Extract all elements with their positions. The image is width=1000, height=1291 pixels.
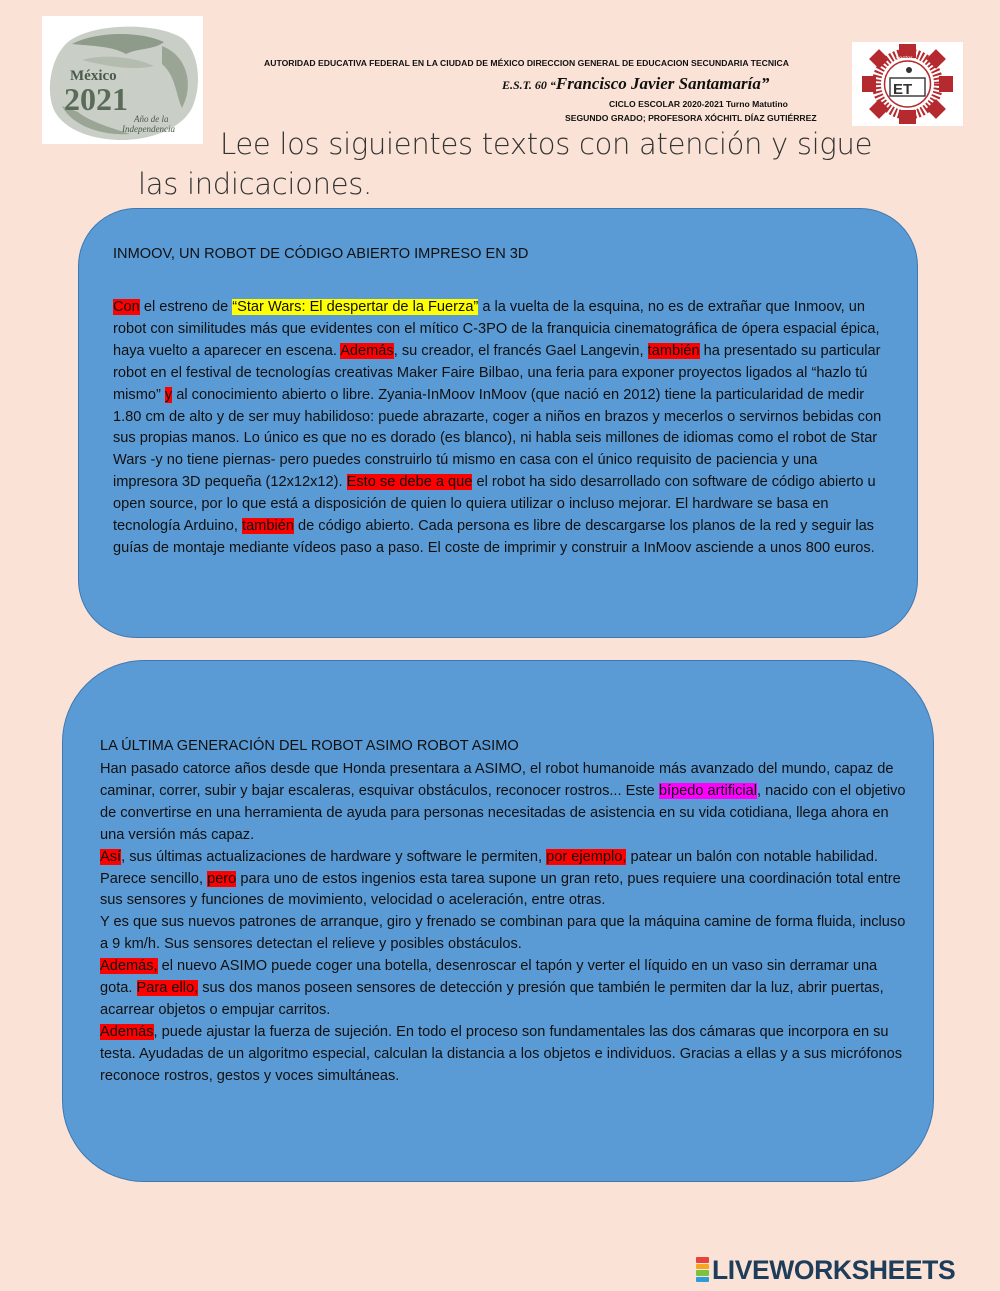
school-gear-logo xyxy=(852,42,963,126)
liveworksheets-logo-icon xyxy=(696,1257,709,1283)
text1-body xyxy=(113,297,885,560)
logo-year-text: 2021 xyxy=(64,81,128,117)
text2-segment-highlight: Además, xyxy=(100,958,158,975)
logo-subtext-2: Independencia xyxy=(122,124,175,134)
header-school-name xyxy=(502,74,769,94)
instructions-line-2: las indicaciones. xyxy=(138,167,372,201)
header-school-prefix: E.S.T. 60 “ xyxy=(502,78,556,92)
text1-title: INMOOV, UN ROBOT DE CÓDIGO ABIERTO IMPRESO EN 3D xyxy=(113,246,529,262)
logo-stripe-v xyxy=(696,1270,709,1276)
text2-segment-highlight: Así xyxy=(100,848,122,865)
text1-segment-highlight: Con xyxy=(113,299,140,315)
text1-segment-highlight: también xyxy=(647,342,700,359)
header-grade-teacher: SEGUNDO GRADO; PROFESORA XÓCHITL DÍAZ GUTIÉRREZ xyxy=(565,113,817,123)
svg-text:ET: ET xyxy=(893,81,913,98)
text2-segment-text: Han pasado catorce años desde que Honda presentara a ASIMO, el robot humanoide más avanzado del mundo, capaz de caminar, correr, subir y bajar escaleras, esquivar obstáculos, reconocer rostros... Este xyxy=(100,761,894,799)
text1-segment-highlight: Esto se debe a que xyxy=(346,474,473,491)
text1-segment-text: de código abierto. Cada persona es libre de descargarse los planos de la red y seguir las guías de montaje mediante vídeos paso a paso. El coste de imprimir y construir a InMoov asciende a unos 800 euros. xyxy=(113,518,875,556)
header-school-title: Francisco Javier Santamaría” xyxy=(555,74,770,93)
instructions-line-1: Lee los siguientes textos con atención y sigue xyxy=(220,127,873,161)
text2-segment-highlight: Para ello, xyxy=(136,980,199,997)
logo-stripe-e xyxy=(696,1277,709,1283)
header-authority: AUTORIDAD EDUCATIVA FEDERAL EN LA CIUDAD DE MÉXICO DIRECCION GENERAL DE EDUCACION SECUNDARIA TECNICA xyxy=(264,58,789,68)
text2-segment-text: , puede ajustar la fuerza de sujeción. En todo el proceso son fundamentales las dos cámaras que incorpora en su testa. Ayudadas de un algoritmo especial, calculan la distancia a los objetos e individuos. Gracias a ellas y a sus micrófonos reconoce rostros, gestos y voces simultáneas. xyxy=(100,1023,903,1084)
text2-paragraph xyxy=(100,956,906,1022)
mexico-2021-logo xyxy=(42,16,203,144)
text1-segment-highlight: Además xyxy=(340,342,394,359)
text2-segment-text: , sus últimas actualizaciones de hardware y software le permiten, xyxy=(121,848,547,865)
text1-segment-highlight: también xyxy=(242,518,294,535)
text2-paragraph xyxy=(100,759,906,847)
text1-segment-highlight: y xyxy=(164,386,173,403)
text2-segment-highlight: pero xyxy=(207,870,237,887)
text1-segment-text: el estreno de xyxy=(139,299,233,315)
text-box-asimo xyxy=(62,660,934,1182)
text2-segment-text: para uno de estos ingenios esta tarea supone un gran reto, pues requiere una coordinación total entre sus sensores y funciones de movimiento, velocidad o aceleración, entre otras. xyxy=(100,870,901,909)
logo-mexico-text: México xyxy=(70,68,117,84)
text2-segment-text: sus dos manos poseen sensores de detección y presión que también le permiten dar la luz, abrir puertas, acarrear objetos o empujar carritos. xyxy=(100,980,884,1018)
text2-segment-text: Y es que sus nuevos patrones de arranque, giro y frenado se combinan para que la máquina camine de forma fluida, incluso a 9 km/h. Sus sensores detectan el relieve y posibles obstáculos. xyxy=(100,914,906,953)
text1-segment-text: , su creador, el francés Gael Langevin, xyxy=(393,342,648,359)
text2-paragraph xyxy=(100,847,906,913)
text1-segment-text: a la vuelta de la esquina, no es de extrañar que Inmoov, un robot con similitudes más que evidentes con el mítico C-3PO de la franquicia cinematográfica de ópera espacial épica, haya vuelto a aparecer en escena. xyxy=(113,299,880,359)
text1-segment-text: el robot ha sido desarrollado con software de código abierto u open source, por lo que está a disposición de quien lo quiera utilizar o incluso mejorar. El hardware se basa en tecnología Arduino, xyxy=(113,474,876,535)
text2-paragraph xyxy=(100,912,906,956)
text2-paragraph xyxy=(100,1022,906,1088)
text2-segment-highlight: Además xyxy=(100,1023,154,1040)
text1-segment-text: ha presentado su particular robot en el festival de tecnologías creativas Maker Faire Bilbao, una feria para exponer proyectos ligados al “hazlo tú mismo” xyxy=(113,342,881,403)
logo-subtext-1: Año de la xyxy=(134,114,169,124)
liveworksheets-wordmark: LIVEWORKSHEETS xyxy=(712,1254,956,1285)
text1-segment-highlight: “Star Wars: El despertar de la Fuerza” xyxy=(232,299,479,315)
gear-emblem-icon xyxy=(852,42,963,126)
logo-stripe-i xyxy=(696,1264,709,1270)
text2-segment-highlight: bípedo artificial xyxy=(658,782,758,799)
text2-segment-text: el nuevo ASIMO puede coger una botella, desenroscar el tapón y verter el líquido en un vaso sin derramar una gota. xyxy=(100,958,878,997)
text-box-inmoov xyxy=(78,208,918,638)
header-school-cycle: CICLO ESCOLAR 2020-2021 Turno Matutino xyxy=(609,99,788,109)
text2-body xyxy=(100,759,906,1088)
liveworksheets-brand[interactable] xyxy=(696,1254,955,1286)
text2-segment-text: patear un balón con notable habilidad. Parece sencillo, xyxy=(100,848,878,887)
logo-stripe-l xyxy=(696,1257,709,1263)
logo-sector-text: sector xyxy=(896,56,913,62)
text2-title: LA ÚLTIMA GENERACIÓN DEL ROBOT ASIMO ROBOT ASIMO xyxy=(100,738,519,754)
serpent-emblem-icon xyxy=(42,16,203,144)
text2-segment-text: , nacido con el objetivo de convertirse en una herramienta de ayuda para personas necesitadas de asistencia en su vida cotidiana, llega ahora en una versión más capaz. xyxy=(100,782,906,843)
text2-segment-highlight: por ejemplo, xyxy=(546,848,627,865)
text1-segment-text: al conocimiento abierto o libre. Zyania-InMoov InMoov (que nació en 2012) tiene la particularidad de medir 1.80 cm de alto y de ser muy habilidoso: puede abrazarte, coger a niños en brazos y mecerlos o servirnos bebidas con sus propias manos. Lo único es que no es dorado (es blanco), ni habla seis millones de idiomas como el robot de Star Wars -y no tiene piernas- pero puedes construirlo tú mismo en casa con el único requisito de paciencia y una impresora 3D pequeña (12x12x12). xyxy=(113,386,882,491)
